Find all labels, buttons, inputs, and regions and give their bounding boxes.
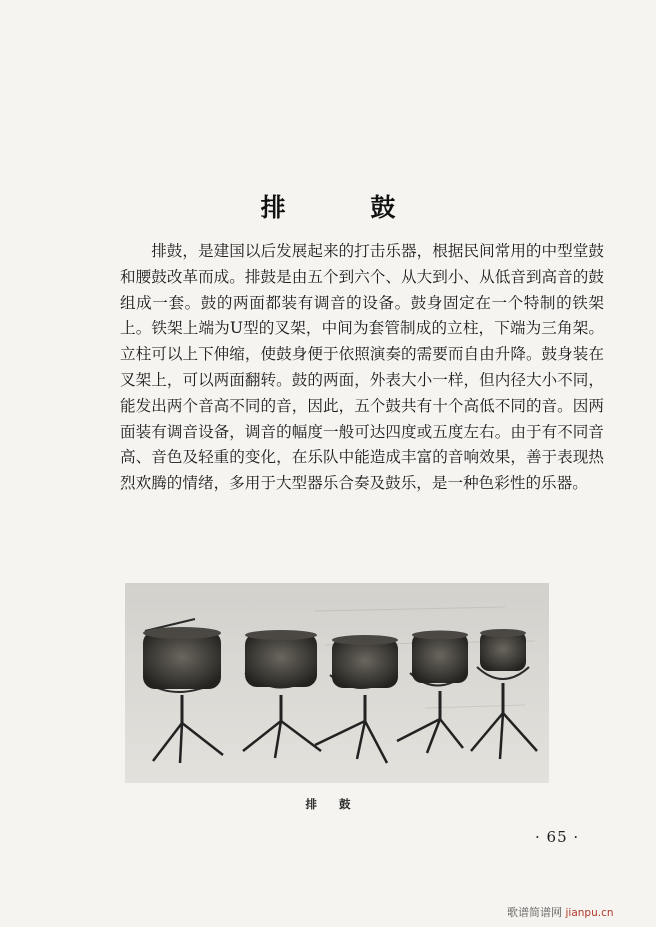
watermark-site: jianpu.cn	[565, 907, 614, 919]
drums-photo	[125, 583, 549, 783]
figure-caption: 排 鼓	[305, 797, 360, 811]
page-number: · 65 ·	[535, 828, 580, 846]
section-title: 排 鼓	[260, 193, 434, 222]
body-paragraph: 排鼓，是建国以后发展起来的打击乐器，根据民间常用的中型堂鼓和腰鼓改革而成。排鼓是由五个到六个、从大到小、从低音到高音的鼓组成一套。鼓的两面都装有调音的设备。鼓身固定在一个特制的铁架上。铁架上端为U型的叉架，中间为套管制成的立柱，下端为三角架。立柱可以上下伸缩，使鼓身便于依照演奏的需要而自由升降。鼓身装在叉架上，可以两面翻转。鼓的两面，外表大小一样，但内径大小不同，能发出两个音高不同的音，因此，五个鼓共有十个高低不同的音。因两面装有调音设备，调音的幅度一般可达四度或五度左右。由于有不同音高、音色及轻重的变化，在乐队中能造成丰富的音响效果，善于表现热烈欢腾的情绪，多用于大型器乐合奏及鼓乐，是一种色彩性的乐器。	[120, 242, 604, 493]
watermark	[507, 904, 614, 920]
drums-photo-graphic	[125, 583, 549, 783]
watermark-text: 歌谱简谱网	[507, 906, 562, 919]
